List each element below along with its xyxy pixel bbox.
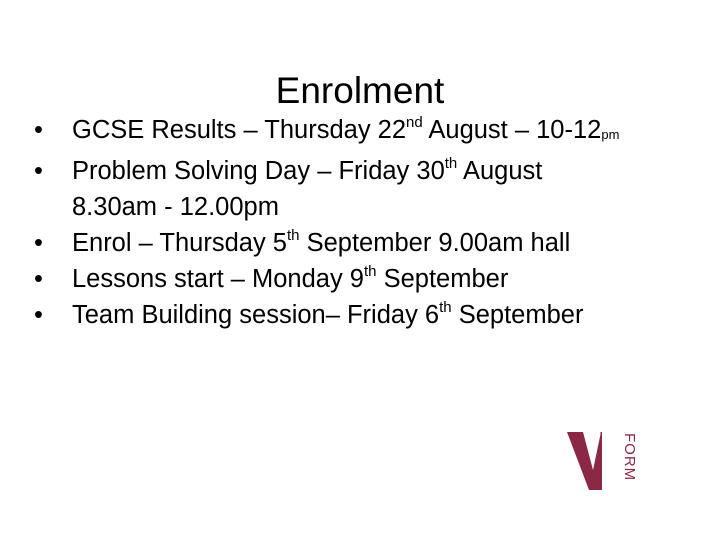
list-item: [34, 297, 714, 333]
bullet-dot: •: [34, 229, 43, 257]
item-text-rest: September: [376, 265, 509, 293]
item-superscript: th: [439, 299, 452, 316]
bullet-dot: •: [34, 265, 43, 293]
bullet-dot: •: [34, 301, 43, 329]
list-item: [34, 261, 714, 297]
item-text: Team Building session– Friday 6: [72, 301, 440, 329]
item-superscript: th: [444, 155, 458, 172]
item-text-rest: September: [451, 301, 584, 329]
logo-text: FORM: [621, 433, 638, 482]
item-text-rest: September 9.00am hall: [299, 229, 571, 257]
list-item: [34, 112, 714, 153]
item-text: Problem Solving Day – Friday 30: [72, 157, 445, 185]
item-text-rest: August – 10-12: [422, 116, 602, 144]
list-item: [34, 225, 714, 261]
slide-title: Enrolment: [275, 69, 445, 111]
bullet-dot: •: [34, 157, 43, 185]
list-item: [34, 153, 714, 225]
bullet-list: [34, 112, 714, 333]
item-text-line2: 8.30am - 12.00pm: [72, 193, 279, 221]
item-suffix-small: pm: [601, 127, 620, 142]
item-text: GCSE Results – Thursday 22: [72, 116, 407, 144]
logo-wordmark: [601, 431, 638, 491]
item-text: Lessons start – Monday 9: [72, 265, 364, 293]
bullet-dot: •: [34, 116, 43, 144]
logo-v-shape: [567, 432, 601, 490]
item-superscript: th: [364, 263, 377, 280]
item-superscript: nd: [406, 114, 423, 131]
item-text-rest: August: [457, 157, 543, 185]
item-text: Enrol – Thursday 5: [72, 229, 287, 257]
item-superscript: th: [286, 227, 300, 244]
